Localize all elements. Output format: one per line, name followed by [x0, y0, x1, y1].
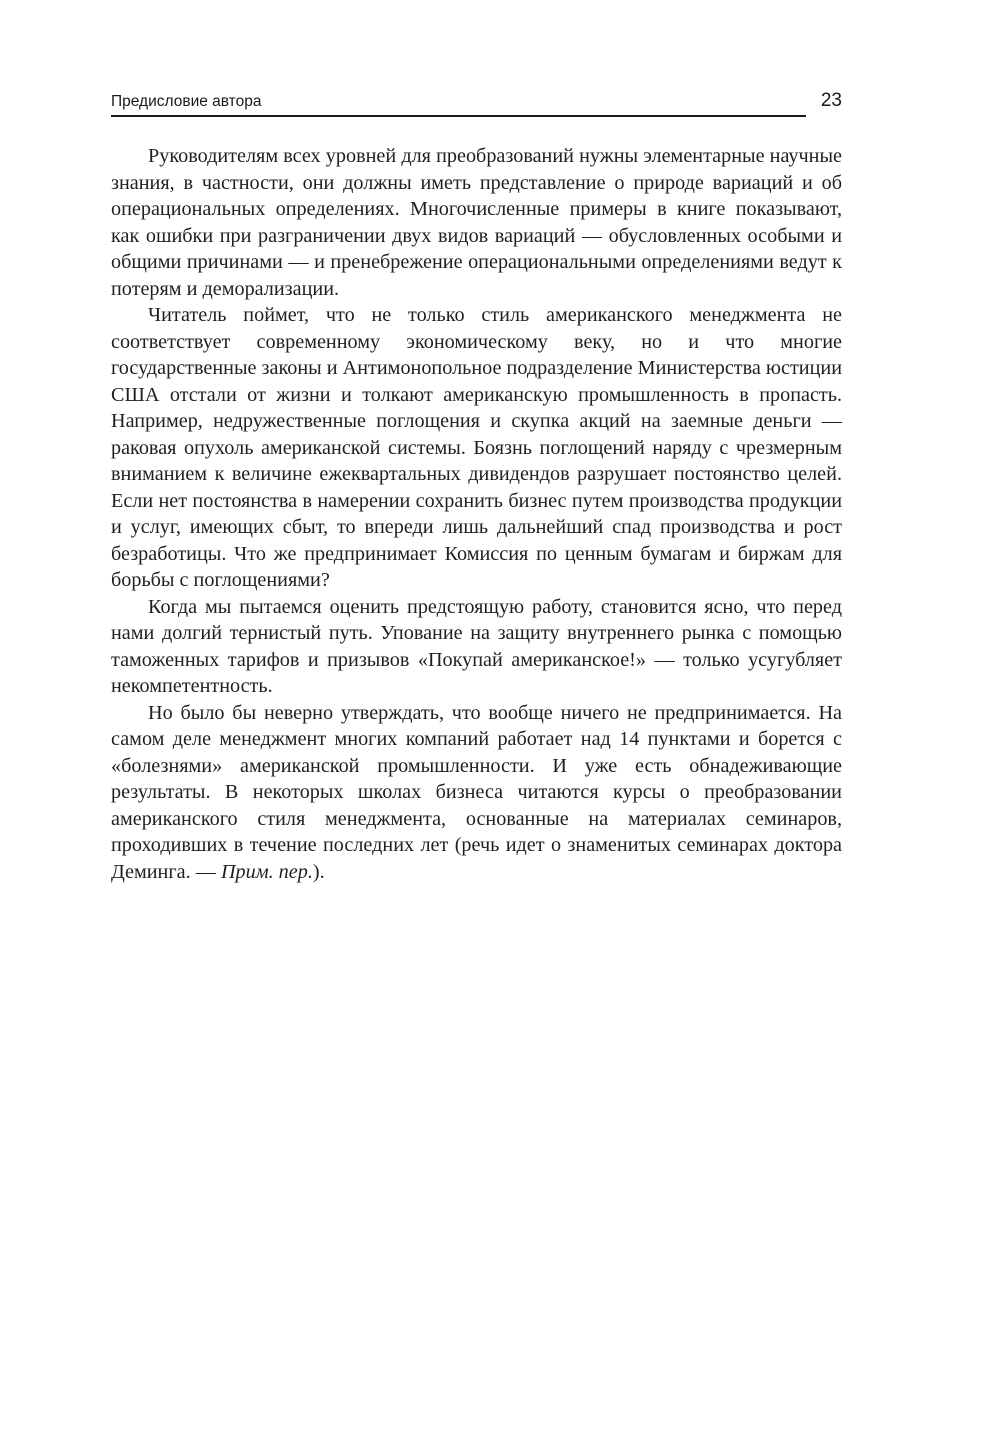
translator-note: Прим. пер.: [220, 860, 313, 883]
paragraph-4-closing: ).: [312, 860, 325, 883]
paragraph-3: Когда мы пытаемся оценить предстоящую работу, становится ясно, что перед нами долгий тернистый путь. Упование на защиту внутреннего рынка с помощью таможенных тарифов и призывов «Покупай американское!» — только усугубляет некомпетентность.: [111, 595, 842, 697]
body-text: [111, 143, 842, 885]
paragraph-4-text: Но было бы неверно утверждать, что вообще ничего не предпринимается. На самом деле менеджмент многих компаний работает над 14 пунктами и борется с «болезнями» американской промышленности. И уже есть обнадеживающие результаты. В некоторых школах бизнеса читаются курсы о преобразовании американского стиля менеджмента, основанные на материалах семинаров, проходивших в течение последних лет (речь идет о знаменитых семинарах доктора Деминга. —: [111, 701, 842, 883]
page-header: [111, 88, 842, 118]
paragraph-2: Читатель поймет, что не только стиль американского менеджмента не соответствует современному экономическому веку, но и что многие государственные законы и Антимонопольное подразделение Министерства юстиции США отстали от жизни и толкают американскую промышленность в пропасть. Например, недружественные поглощения и скупка акций на заемные деньги — раковая опухоль американской системы. Боязнь поглощений наряду с чрезмерным вниманием к величине ежеквартальных дивидендов разрушает постоянство целей. Если нет постоянства в намерении сохранить бизнес путем производства продукции и услуг, имеющих сбыт, то впереди лишь дальнейший спад производства и рост безработицы. Что же предпринимает Комиссия по ценным бумагам и биржам для борьбы с поглощениями?: [111, 304, 842, 591]
header-rule: [111, 115, 806, 117]
paragraph-4: [111, 700, 842, 886]
page-number: 23: [820, 90, 842, 111]
running-head: Предисловие автора: [111, 93, 262, 110]
paragraph-1: Руководителям всех уровней для преобразований нужны элементарные научные знания, в частности, они должны иметь представление о природе вариаций и об операциональных определениях. Многочисленные примеры в книге показывают, как ошибки при разграничении двух видов вариаций — обусловленных особыми и общими причинами — и пренебрежение операциональными определениями ведут к потерям и деморализации.: [111, 145, 842, 300]
